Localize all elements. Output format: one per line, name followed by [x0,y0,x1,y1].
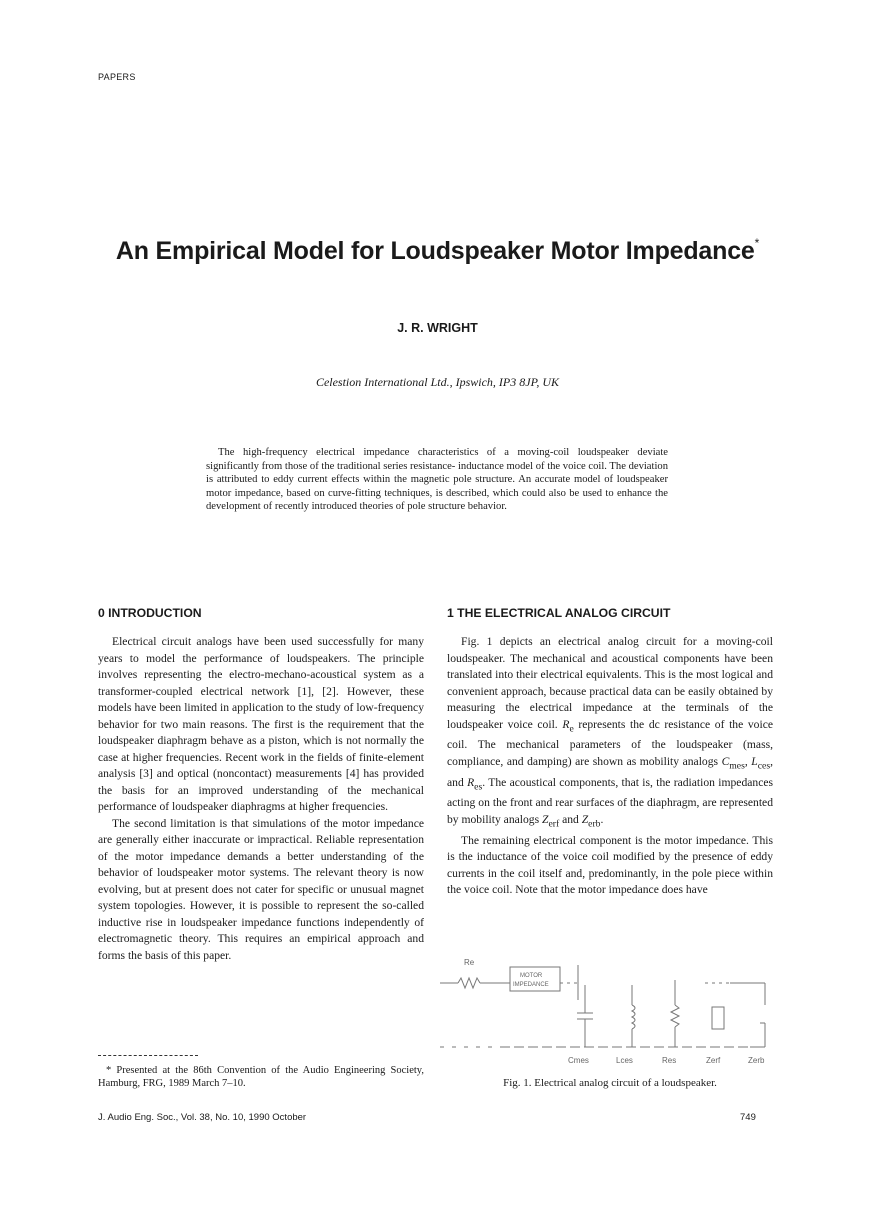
circuit-diagram [440,955,780,1070]
label-cmes: Cmes [568,1056,589,1065]
paper-title [0,236,875,266]
circuit-figure [440,955,780,1070]
footnote: * Presented at the 86th Convention of the Audio Engineering Society, Hamburg, FRG, 1989 March 7–10. [98,1065,424,1089]
analog-paragraph-2: The remaining electrical component is the motor impedance. This is the inductance of the voice coil modified by the presence of eddy currents in the coil itself and, predominantly, in the pole piece within the voice coil. Note that the motor impedance does have [447,833,773,897]
journal-citation: J. Audio Eng. Soc., Vol. 38, No. 10, 1990 October [98,1112,307,1123]
page-number: 749 [740,1112,756,1123]
text-run: , [744,754,752,768]
symbol-subscript: es [474,780,483,792]
symbol: Z [542,812,549,826]
intro-paragraph: The second limitation is that simulations of the motor impedance are generally either inaccurate or impractical. Reliable representation of the motor impedance demands a better understanding of the behavior of loudspeaker motor systems. The relevant theory is now evolving, but at present does not cater for specific or unusual magnet system topologies. However, it is possible to represent the so-called inductive rise in loudspeaker impedance functions independently of electromagnetic theory. This requires an empirical approach and forms the basis of this paper. [98,816,424,962]
symbol: L [751,754,758,768]
symbol-subscript: erb [588,818,601,830]
text-run: . The acoustical components, that is, the radiation impedances acting on the front and rear surfaces of the diaphragm, are represented by mobility analogs [447,775,773,826]
symbol: R [467,775,475,789]
symbol: Z [581,812,589,826]
section-heading-introduction: 0 INTRODUCTION [98,606,202,620]
resistor-re [458,978,480,988]
zerf-element [712,1007,724,1029]
label-zerb: Zerb [748,1056,765,1065]
text-run: . [600,812,604,826]
text-run: and [559,812,582,826]
analog-paragraph-1 [447,634,773,833]
text-run: represents the dc resistance of the voice coil. The mechanical parameters of the loudspeaker (mass, compliance, and damping) are shown as mobility analogs [447,717,773,768]
symbol-subscript: ces [757,760,771,772]
abstract: The high-frequency electrical impedance characteristics of a moving-coil loudspeaker deviate significantly from those of the traditional series resistance- inductance model of the voice coil. The deviation is attributed to eddy current effects within the magnetic pole structure. An accurate model of loudspeaker motor impedance, based on curve-fitting techniques, is described, which could also be used to enhance the development of recently introduced theories of pole structure behavior. [206,447,668,513]
symbol-subscript: erf [548,818,560,830]
inductor-lces [632,1005,635,1029]
paper-title-text: An Empirical Model for Loudspeaker Motor Impedance [115,237,755,265]
affiliation: Celestion International Ltd., Ipswich, IP3 8JP, UK [315,375,560,389]
author: J. R. WRIGHT [397,321,478,335]
footnote-rule [98,1055,198,1056]
label-motor: MOTOR [520,973,543,979]
symbol: R [562,717,570,731]
text-run: , and [447,754,773,789]
figure-caption: Fig. 1. Electrical analog circuit of a loudspeaker. [503,1077,717,1089]
intro-paragraph: Electrical circuit analogs have been used successfully for many years to model the performance of loudspeakers. The principle involves representing the electro-mechano-acoustical system as a transformer-coupled electrical network [1], [2]. However, these models have been limited in application to the study of low-frequency behavior for two main reasons. The first is the requirement that the loudspeaker diaphragm behave as a piston, which is not normally the case at higher frequencies. Recent work in the fields of finite-element analysis [3] and optical (noncontact) measurements [4] has provided the basis for an improved understanding of the mechanical performance of loudspeaker diaphragms at higher frequencies. [98,635,424,813]
symbol: C [721,754,730,768]
symbol-subscript: e [569,722,574,734]
symbol-subscript: mes [729,760,745,772]
section-heading-analog-circuit: 1 THE ELECTRICAL ANALOG CIRCUIT [447,606,671,620]
running-head: PAPERS [98,72,136,82]
title-footnote-mark: * [754,236,760,250]
label-zerf: Zerf [706,1056,721,1065]
label-impedance: IMPEDANCE [513,982,549,988]
right-column [447,634,773,899]
label-lces: Lces [616,1056,633,1065]
label-res: Res [662,1056,677,1065]
text-run: Fig. 1 depicts an electrical analog circuit for a moving-coil loudspeaker. The mechanical and acoustical components have been translated into their electrical equivalents. This is the most logical and convenient approach, because practical data can be easily obtained by measuring the electrical impedance at the terminals of the loudspeaker voice coil. [447,635,773,731]
label-re: Re [464,958,475,967]
left-column [98,634,424,964]
resistor-res [671,1005,679,1027]
